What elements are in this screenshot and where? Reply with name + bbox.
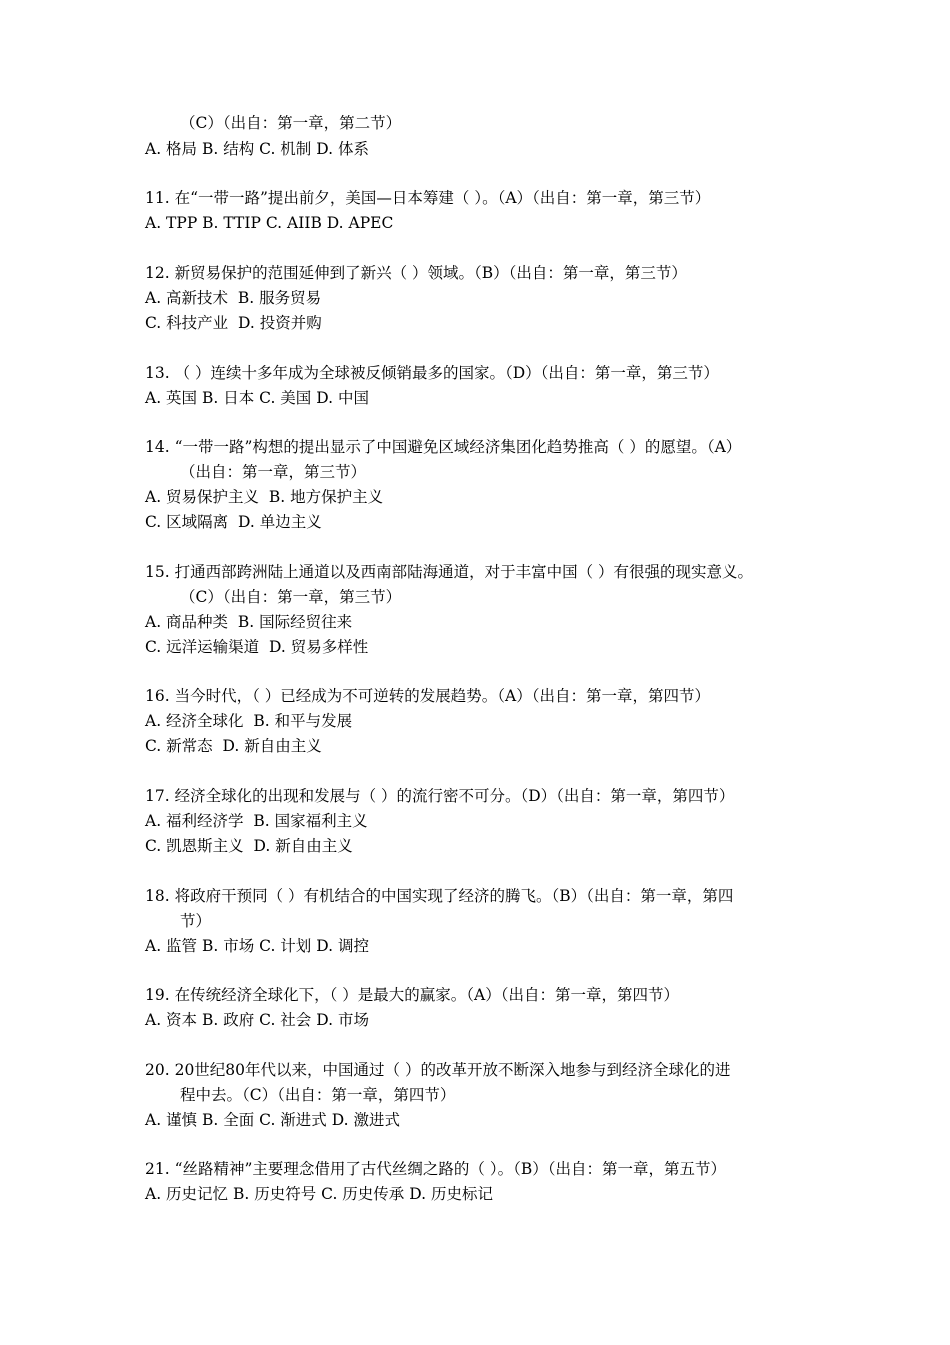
- q12-options-cd: C. 科技产业 D. 投资并购: [145, 314, 322, 332]
- q17-options-cd: C. 凯恩斯主义 D. 新自由主义: [145, 837, 353, 855]
- q13-options: A. 英国 B. 日本 C. 美国 D. 中国: [145, 389, 369, 407]
- q11-options: A. TPP B. TTIP C. AIIB D. APEC: [145, 214, 394, 232]
- q15-source: （C）（出自：第一章，第三节）: [180, 588, 402, 606]
- q20-options: A. 谨慎 B. 全面 C. 渐进式 D. 激进式: [145, 1111, 400, 1129]
- q20-question-cont: 程中去。（C）（出自：第一章，第四节）: [180, 1086, 456, 1104]
- q15-options-ab: A. 商品种类 B. 国际经贸往来: [145, 613, 353, 631]
- q21-options: A. 历史记忆 B. 历史符号 C. 历史传承 D. 历史标记: [145, 1185, 493, 1203]
- q15-options-cd: C. 远洋运输渠道 D. 贸易多样性: [145, 638, 369, 656]
- q17-options-ab: A. 福利经济学 B. 国家福利主义: [145, 812, 368, 830]
- q16-options-ab: A. 经济全球化 B. 和平与发展: [145, 712, 353, 730]
- q14-question: 14. “一带一路”构想的提出显示了中国避免区域经济集团化趋势推高（ ）的愿望。（A）: [145, 438, 742, 456]
- q10-answer-source: （C）（出自：第一章，第二节）: [180, 114, 402, 132]
- q16-options-cd: C. 新常态 D. 新自由主义: [145, 737, 322, 755]
- q20-question: 20. 20世纪80年代以来，中国通过（ ）的改革开放不断深入地参与到经济全球化的进: [145, 1061, 731, 1079]
- q18-question: 18. 将政府干预同（ ）有机结合的中国实现了经济的腾飞。（B）（出自：第一章，第四: [145, 887, 734, 905]
- q15-question: 15. 打通西部跨洲陆上通道以及西南部陆海通道，对于丰富中国（ ）有很强的现实意义。: [145, 563, 754, 581]
- q18-question-cont: 节）: [180, 912, 212, 930]
- q14-options-cd: C. 区域隔离 D. 单边主义: [145, 513, 322, 531]
- q13-question: 13. （ ）连续十多年成为全球被反倾销最多的国家。（D）（出自：第一章，第三节）: [145, 364, 719, 382]
- q10-options: A. 格局 B. 结构 C. 机制 D. 体系: [145, 140, 369, 158]
- q14-options-ab: A. 贸易保护主义 B. 地方保护主义: [145, 488, 384, 506]
- q16-question: 16. 当今时代，（ ）已经成为不可逆转的发展趋势。（A）（出自：第一章，第四节）: [145, 687, 710, 705]
- q12-options-ab: A. 高新技术 B. 服务贸易: [145, 289, 322, 307]
- q11-question: 11. 在“一带一路”提出前夕，美国—日本筹建（ ）。（A）（出自：第一章，第三节）: [145, 189, 711, 207]
- q14-source: （出自：第一章，第三节）: [180, 463, 367, 481]
- q12-question: 12. 新贸易保护的范围延伸到了新兴（ ）领域。（B）（出自：第一章，第三节）: [145, 264, 687, 282]
- q19-question: 19. 在传统经济全球化下，（ ）是最大的赢家。（A）（出自：第一章，第四节）: [145, 986, 679, 1004]
- q17-question: 17. 经济全球化的出现和发展与（ ）的流行密不可分。（D）（出自：第一章，第四节）: [145, 787, 735, 805]
- q18-options: A. 监管 B. 市场 C. 计划 D. 调控: [145, 937, 369, 955]
- q21-question: 21. “丝路精神”主要理念借用了古代丝绸之路的（ ）。（B）（出自：第一章，第五节）: [145, 1160, 726, 1178]
- q19-options: A. 资本 B. 政府 C. 社会 D. 市场: [145, 1011, 369, 1029]
